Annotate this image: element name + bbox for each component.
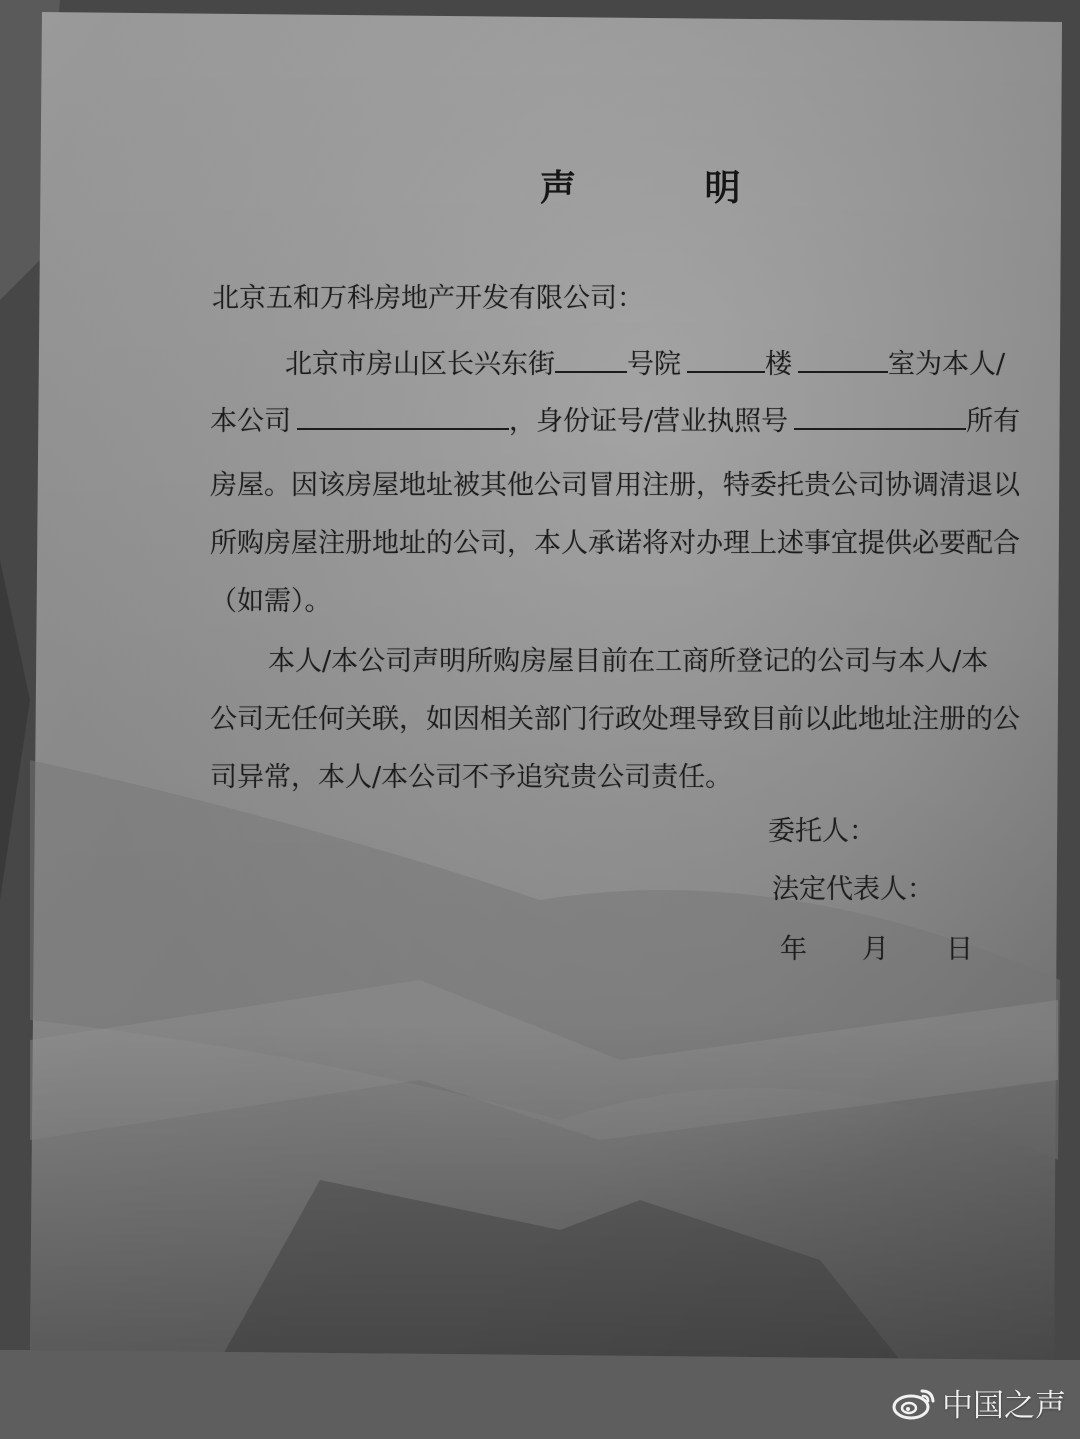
watermark: [892, 1380, 1066, 1425]
document-title: 声 明: [540, 167, 799, 209]
blank-name: [297, 402, 509, 430]
label-room: 室为本人/: [888, 349, 1006, 380]
label-owns: 所有: [966, 406, 1021, 437]
weibo-icon: [892, 1385, 936, 1421]
address-street: 北京市房山区长兴东街: [285, 349, 555, 380]
blank-building: [687, 345, 765, 373]
para1-line2: [210, 402, 1020, 435]
label-building: 楼: [765, 349, 792, 380]
date-month: 月: [862, 934, 889, 965]
date-year: 年: [780, 934, 807, 965]
label-id-number: ，身份证号/营业执照号: [509, 406, 789, 437]
signature-legal-rep: 法定代表人：: [772, 874, 934, 905]
para1-line5: （如需）。: [210, 586, 332, 617]
signature-principal: 委托人：: [768, 816, 876, 847]
para1-line3: 房屋。因该房屋地址被其他公司冒用注册，特委托贵公司协调清退以: [210, 470, 1020, 501]
para1-line4: 所购房屋注册地址的公司，本人承诺将对办理上述事宜提供必要配合: [210, 528, 1020, 559]
para2-line1: 本人/本公司声明所购房屋目前在工商所登记的公司与本人/本: [268, 646, 989, 677]
blank-house-number: [555, 345, 627, 373]
addressee: 北京五和万科房地产开发有限公司：: [212, 283, 644, 314]
watermark-text: 中国之声: [942, 1388, 1066, 1424]
para2-line3: 司异常，本人/本公司不予追究贵公司责任。: [210, 762, 733, 793]
label-courtyard: 号院: [627, 349, 681, 380]
date-day: 日: [946, 934, 973, 965]
para2-line2: 公司无任何关联，如因相关部门行政处理导致目前以此地址注册的公: [210, 704, 1020, 735]
para1-line1: [285, 345, 1005, 378]
label-company: 本公司: [210, 406, 291, 437]
blank-room: [798, 345, 888, 373]
blank-id-number: [794, 402, 966, 430]
